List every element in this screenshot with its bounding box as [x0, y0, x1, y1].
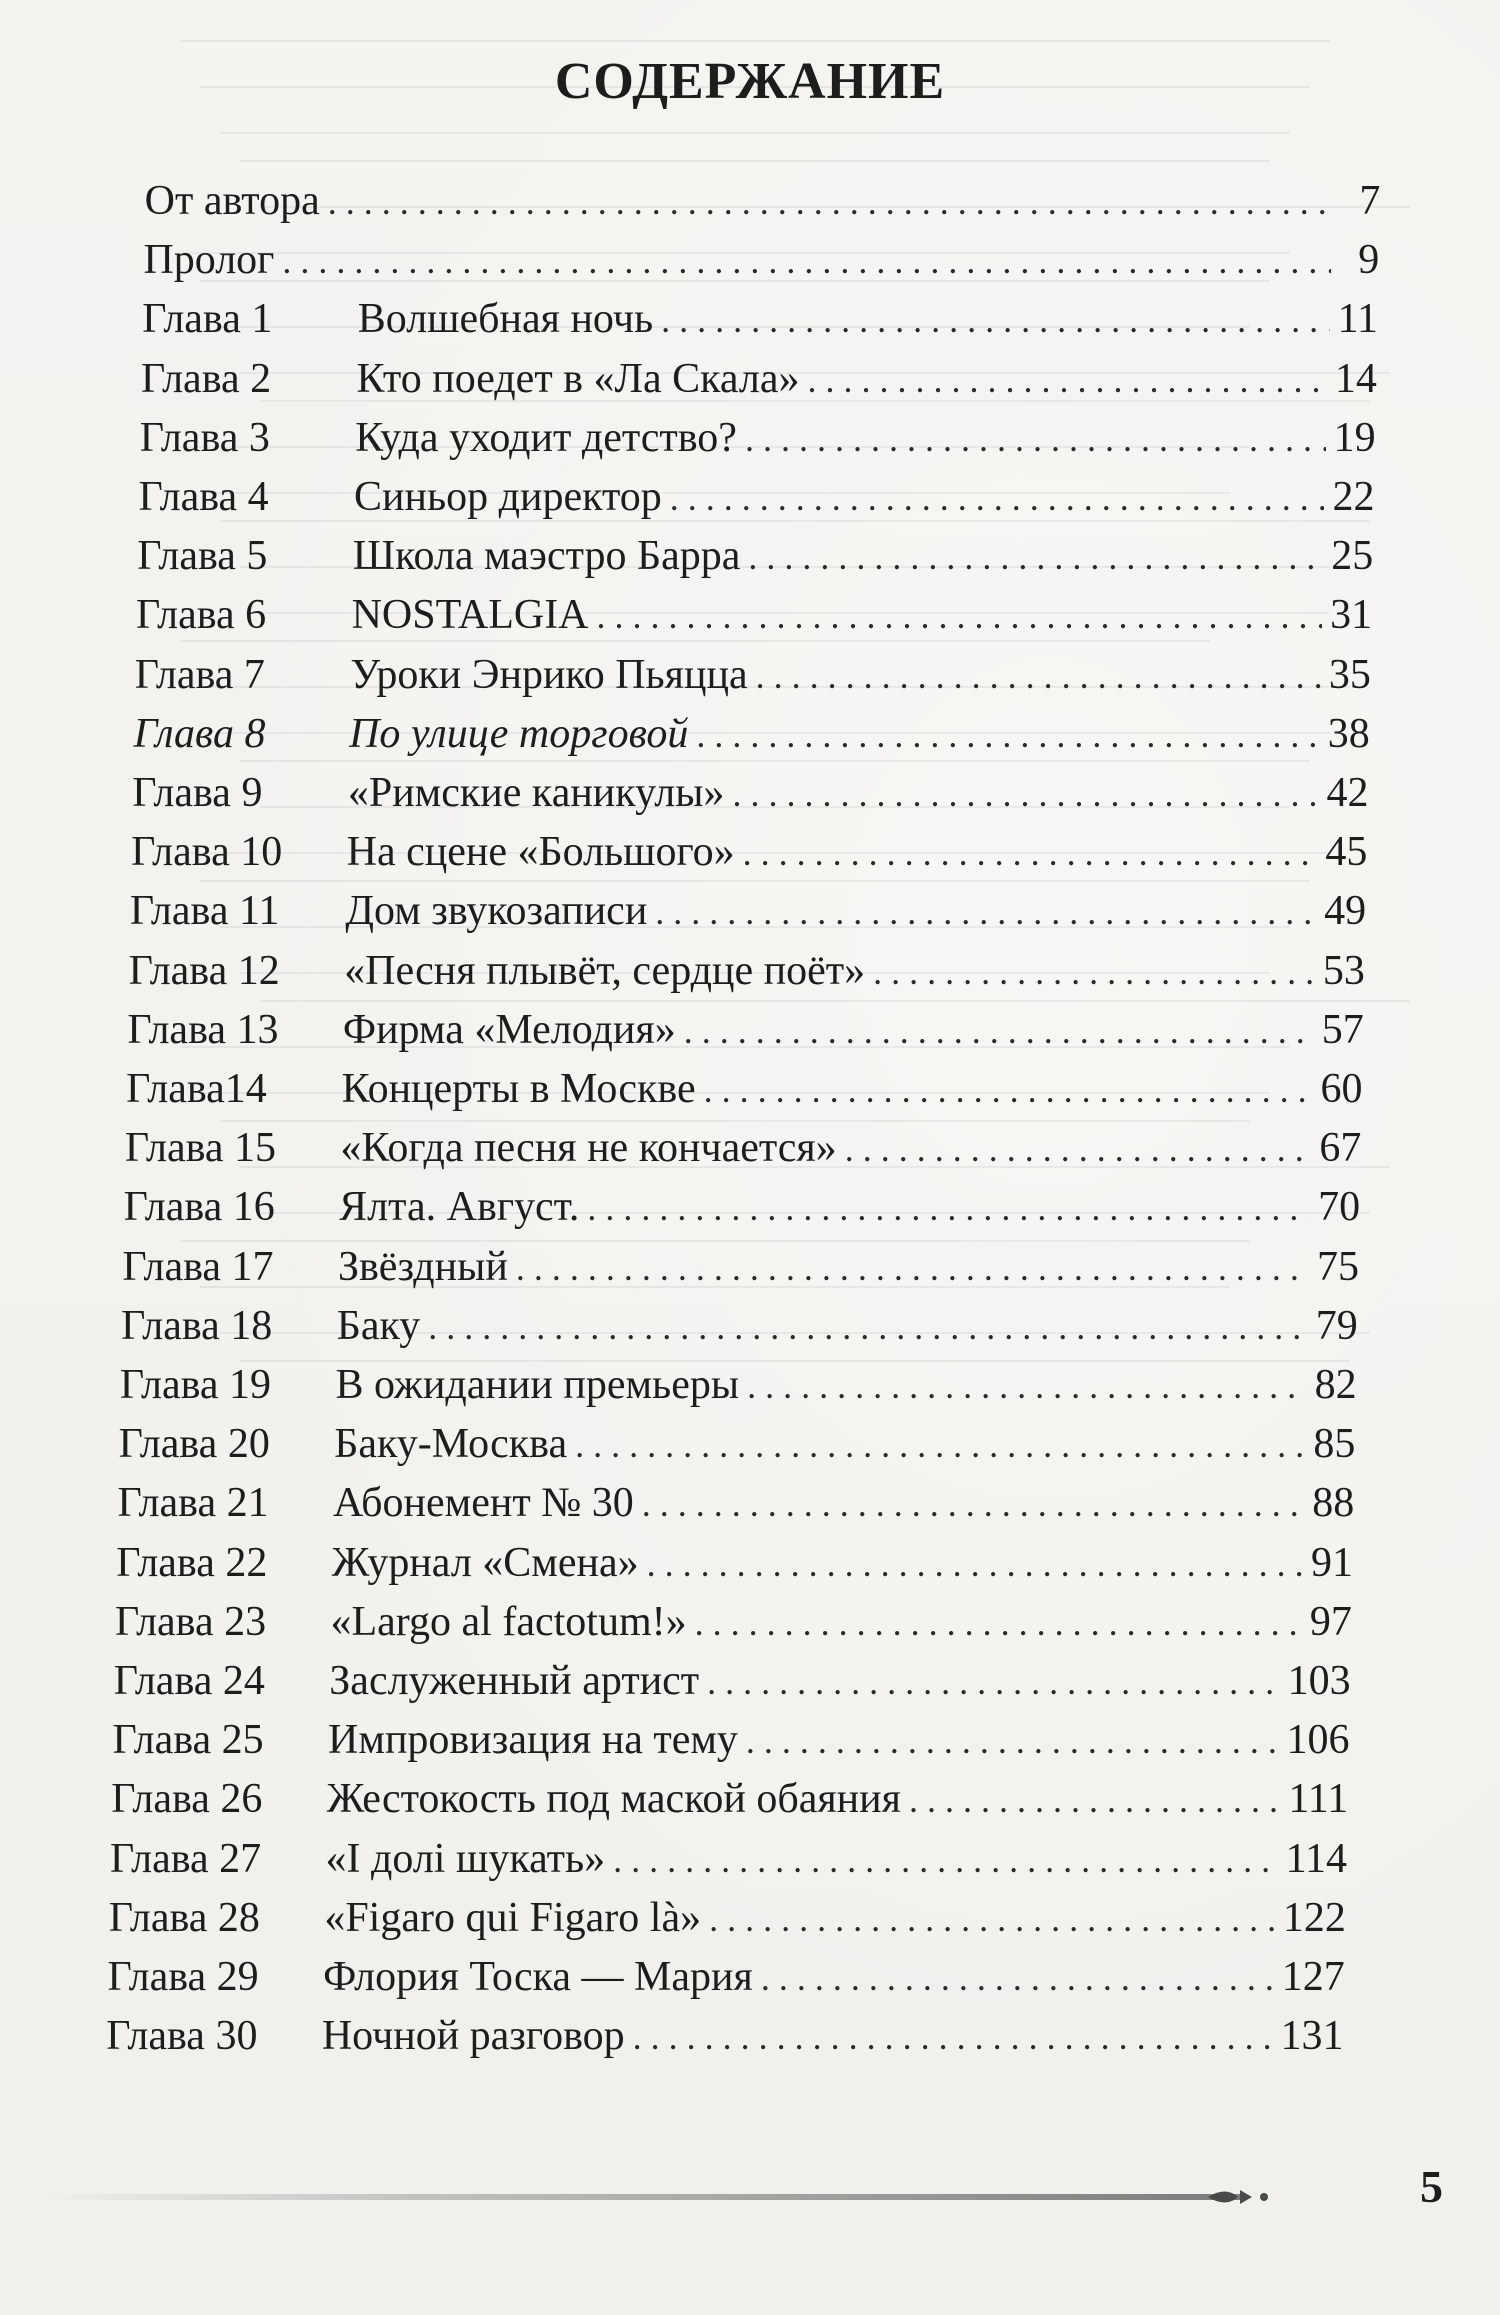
- toc-entry-page: 91: [1311, 1539, 1354, 1586]
- toc-entry: [117, 1474, 1354, 1533]
- toc-leader-dots: [642, 1475, 1304, 1534]
- toc-entry: [138, 468, 1374, 527]
- toc-leader-dots: [909, 1771, 1280, 1830]
- toc-entry-title: Дом звукозаписи: [345, 888, 648, 935]
- toc-leader-dots: [748, 528, 1323, 587]
- toc-leader-dots: [684, 1002, 1314, 1061]
- toc-entry-label: Глава 9: [132, 770, 263, 816]
- toc-entry-page: 38: [1327, 710, 1370, 757]
- toc-entry-title: Школа маэстро Барра: [352, 533, 741, 580]
- toc-entry-label: Глава 30: [106, 2013, 258, 2060]
- toc-entry-title: Волшебная ночь: [357, 296, 654, 343]
- toc-entry-page: 49: [1324, 888, 1367, 935]
- toc-entry-label: Глава 19: [119, 1362, 272, 1408]
- toc-leader-dots: [516, 1239, 1309, 1298]
- toc-entry: [127, 1001, 1363, 1060]
- toc-entry: [134, 705, 1370, 764]
- toc-entry-label: Глава 18: [121, 1302, 273, 1349]
- toc-entry-label: Глава 4: [138, 474, 269, 520]
- toc-entry: [121, 1297, 1358, 1356]
- toc-entry-page: 11: [1337, 296, 1379, 343]
- toc-entry-page: 7: [1359, 178, 1381, 224]
- toc-entry: [111, 1770, 1348, 1829]
- toc-entry: [112, 1711, 1349, 1770]
- toc-entry-label: Глава 17: [122, 1243, 274, 1290]
- toc-entry-label: Глава 1: [142, 296, 273, 343]
- toc-entry: [122, 1238, 1359, 1297]
- toc-entry-title: Куда уходит детство?: [355, 414, 737, 461]
- toc-entry-title: «Римские каникулы»: [347, 770, 725, 816]
- toc-entry-title: Баку: [336, 1302, 421, 1349]
- toc-entry: [124, 1178, 1361, 1237]
- toc-entry-title: «Figaro qui Figaro là»: [324, 1894, 702, 1941]
- toc-entry-page: 25: [1331, 533, 1374, 580]
- toc-entry-label: Глава 29: [107, 1954, 259, 2000]
- toc-entry-title: Звёздный: [337, 1243, 508, 1290]
- toc-entry: [137, 527, 1373, 586]
- toc-leader-dots: [743, 824, 1318, 883]
- toc-leader-dots: [670, 469, 1325, 528]
- toc-leader-dots: [746, 1712, 1279, 1771]
- toc-entry-label: Глава 16: [123, 1184, 275, 1231]
- toc-entry-page: 75: [1316, 1243, 1359, 1290]
- toc-entry-label: От автора: [144, 178, 320, 224]
- toc-entry-label: Глава 21: [117, 1480, 269, 1527]
- toc-entry: [129, 942, 1365, 1001]
- toc-entry: [109, 1889, 1346, 1948]
- toc-entry: [115, 1593, 1352, 1652]
- page-number: 5: [1420, 2161, 1443, 2212]
- toc-entry-page: 122: [1282, 1894, 1346, 1941]
- toc-entry-page: 42: [1326, 770, 1369, 816]
- toc-entry: [132, 764, 1368, 823]
- toc-leader-dots: [633, 2008, 1273, 2067]
- toc-entry: [141, 350, 1377, 409]
- toc-leader-dots: [655, 883, 1316, 942]
- page-title: СОДЕРЖАНИЕ: [554, 53, 946, 110]
- toc-entry-page: 97: [1309, 1598, 1352, 1645]
- toc-entry-title: Синьор директор: [354, 474, 662, 520]
- toc-entry-page: 79: [1315, 1302, 1358, 1349]
- bleed-through-line: [180, 40, 1330, 42]
- toc-leader-dots: [756, 647, 1321, 706]
- toc-leader-dots: [709, 1890, 1275, 1949]
- toc-entry-title: Жестокость под маской обаяния: [326, 1776, 901, 1823]
- toc-entry-page: 53: [1322, 947, 1365, 994]
- toc-entry-label: Глава 2: [140, 355, 272, 402]
- toc-entry-label: Глава 8: [133, 710, 266, 757]
- toc-entry-label: Глава14: [126, 1066, 267, 1112]
- toc-entry-page: 114: [1285, 1835, 1348, 1882]
- toc-entry: [114, 1652, 1351, 1711]
- toc-entry-page: 31: [1330, 592, 1373, 639]
- toc-entry-title: Абонемент № 30: [332, 1480, 634, 1527]
- toc-entry-title: «І долі шукать»: [325, 1835, 606, 1882]
- toc-entry-title: Кто поедет в «Ла Скала»: [356, 355, 800, 402]
- toc-entry-label: Глава 26: [111, 1776, 263, 1823]
- toc-entry-page: 103: [1287, 1658, 1351, 1704]
- toc-entry-page: 127: [1281, 1954, 1345, 2000]
- toc-entry-label: Глава 3: [139, 414, 270, 461]
- toc-leader-dots: [707, 1653, 1279, 1712]
- toc-leader-dots: [761, 1949, 1274, 2008]
- toc-entry-title: Ялта. Август.: [339, 1184, 580, 1231]
- toc-entry-title: «Песня плывёт, сердце поёт»: [344, 947, 866, 994]
- bleed-through-line: [240, 160, 1270, 162]
- toc-entry-page: 131: [1280, 2013, 1344, 2060]
- toc-entry-label: Глава 28: [108, 1894, 260, 1941]
- toc-entry: [130, 882, 1366, 941]
- toc-entry-label: Глава 27: [110, 1835, 262, 1882]
- toc-entry-title: Журнал «Смена»: [331, 1539, 639, 1586]
- toc-entry-page: 82: [1314, 1362, 1357, 1408]
- toc-entry: [106, 2007, 1343, 2066]
- toc-entry-label: Глава 7: [134, 651, 265, 698]
- toc-entry-label: Глава 11: [129, 888, 280, 935]
- toc-leader-dots: [661, 291, 1329, 350]
- toc-entry-title: «Когда песня не кончается»: [340, 1125, 837, 1172]
- toc-entry-title: Баку-Москва: [334, 1421, 568, 1468]
- toc-entry-page: 45: [1325, 829, 1368, 876]
- toc-entry-label: Пролог: [143, 237, 275, 284]
- toc-entry-page: 14: [1334, 355, 1377, 402]
- toc-entry-title: Заслуженный артист: [329, 1658, 700, 1704]
- toc-entry-title: Фирма «Мелодия»: [342, 1006, 676, 1053]
- toc-leader-dots: [575, 1416, 1305, 1475]
- toc-entry-title: NOSTALGIA: [351, 592, 589, 639]
- toc-entry-label: Глава 5: [137, 533, 268, 580]
- toc-entry-label: Глава 15: [124, 1125, 277, 1172]
- toc-leader-dots: [704, 1061, 1313, 1120]
- toc-entry-title: Импровизация на тему: [328, 1717, 738, 1764]
- toc-entry-label: Глава 13: [127, 1006, 279, 1053]
- toc-leader-dots: [597, 587, 1323, 646]
- toc-entry-label: Глава 6: [136, 592, 267, 639]
- toc-entry: [116, 1534, 1353, 1593]
- toc-leader-dots: [732, 765, 1318, 824]
- toc-leader-dots: [328, 173, 1333, 232]
- toc-entry-page: 88: [1312, 1480, 1355, 1527]
- bleed-through-line: [220, 132, 1290, 134]
- toc-entry: [108, 1948, 1345, 2007]
- toc-entry-label: Глава 20: [118, 1421, 270, 1468]
- toc-entry-page: 57: [1321, 1006, 1364, 1053]
- toc-entry-label: Глава 12: [128, 947, 280, 994]
- toc-entry-title: Флория Тоска — Мария: [323, 1954, 753, 2000]
- toc-leader-dots: [845, 1120, 1312, 1179]
- toc-leader-dots: [696, 706, 1319, 765]
- toc-entry: [140, 409, 1376, 468]
- toc-entry-page: 67: [1319, 1125, 1362, 1172]
- toc-entry-page: 19: [1333, 414, 1376, 461]
- toc-entry-label: Глава 22: [116, 1539, 268, 1586]
- toc-leader-dots: [613, 1831, 1277, 1890]
- toc-entry-title: Концерты в Москве: [341, 1066, 696, 1112]
- toc-entry-page: 9: [1358, 237, 1380, 284]
- toc-entry-title: В ожидании премьеры: [335, 1362, 740, 1408]
- toc-leader-dots: [428, 1298, 1308, 1357]
- toc-entry-label: Глава 25: [112, 1717, 264, 1764]
- toc-entry-page: 111: [1288, 1776, 1349, 1823]
- toc-entry: [126, 1060, 1362, 1119]
- toc-entry-label: Глава 24: [113, 1658, 265, 1704]
- toc-entry-page: 70: [1318, 1184, 1361, 1231]
- toc-entry: [143, 231, 1379, 290]
- toc-entry-page: 35: [1328, 651, 1371, 698]
- toc-entry: [110, 1830, 1347, 1889]
- toc-entry-title: Уроки Энрико Пьяцца: [350, 651, 748, 698]
- toc-leader-dots: [808, 351, 1327, 410]
- toc-leader-dots: [747, 1357, 1307, 1416]
- toc-entry: [119, 1415, 1356, 1474]
- toc-entry: [145, 172, 1381, 231]
- toc-entry: [120, 1356, 1357, 1415]
- footer-rule: [40, 2194, 1245, 2200]
- toc-entry-label: Глава 23: [114, 1598, 267, 1645]
- toc-leader-dots: [282, 232, 1331, 291]
- toc-entry: [125, 1119, 1361, 1178]
- toc-entry-title: «Largo al factotum!»: [330, 1598, 687, 1645]
- toc-entry-title: На сцене «Большого»: [346, 829, 735, 876]
- toc-entry-title: Ночной разговор: [321, 2013, 625, 2060]
- toc-entry-page: 106: [1286, 1717, 1350, 1764]
- toc-leader-dots: [587, 1179, 1310, 1238]
- toc-entry-page: 60: [1320, 1066, 1363, 1112]
- toc-entry: [142, 290, 1378, 349]
- toc-entry: [135, 646, 1371, 705]
- toc-entry-label: Глава 10: [131, 829, 283, 876]
- toc-leader-dots: [647, 1535, 1303, 1594]
- ornament-icon: [1208, 2182, 1278, 2212]
- toc-leader-dots: [873, 943, 1315, 1002]
- toc-entry-page: 85: [1313, 1421, 1356, 1468]
- toc-leader-dots: [695, 1594, 1302, 1653]
- toc-entry-page: 22: [1332, 474, 1375, 520]
- toc-entry-title: По улице торговой: [349, 710, 689, 757]
- toc-leader-dots: [745, 410, 1326, 469]
- toc-entry: [131, 823, 1367, 882]
- toc-entry: [136, 586, 1372, 645]
